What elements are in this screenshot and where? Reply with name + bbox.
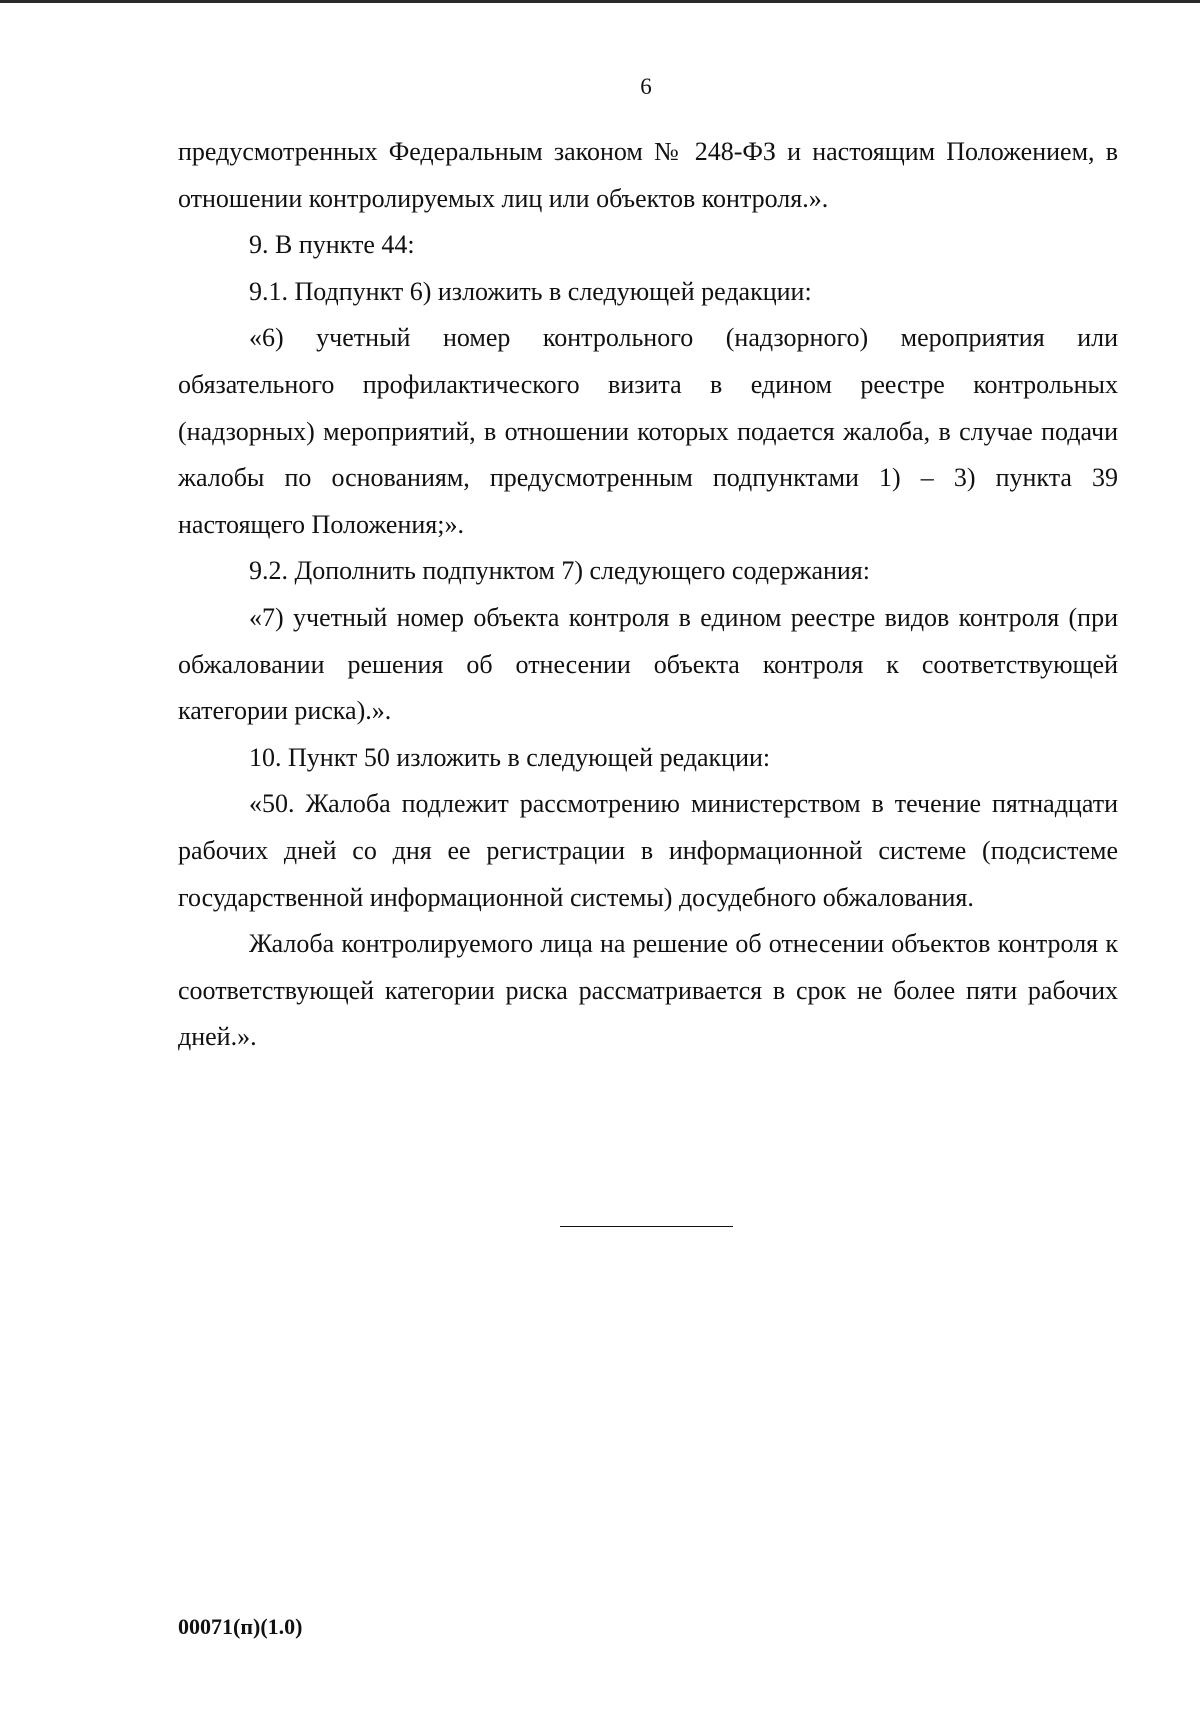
paragraph-item-10: 10. Пункт 50 изложить в следующей редакции:	[249, 742, 771, 772]
paragraph-continuation: предусмотренных Федеральным законом № 248-ФЗ и настоящим Положением, в отношении контролируемых лиц или объектов контроля.».	[178, 137, 1118, 213]
paragraph-item-9: 9. В пункте 44:	[249, 230, 415, 260]
paragraph-subitem-6-text: «6) учетный номер контрольного (надзорного) мероприятия или обязательного профилактического визита в едином реестре контрольных (надзорных) мероприятий, в отношении которых подается жалоба, в случае подачи жалобы по основаниям, предусмотренным подпунктами 1) – 3) пункта 39 настоящего Положения;».	[178, 323, 1118, 539]
document-body	[178, 129, 1118, 1061]
page-number: 6	[640, 74, 652, 99]
paragraph-item-9-2: 9.2. Дополнить подпунктом 7) следующего содержания:	[249, 556, 870, 586]
paragraph-item-9-1: 9.1. Подпункт 6) изложить в следующей редакции:	[249, 276, 812, 306]
paragraph-item-50-text: «50. Жалоба подлежит рассмотрению министерством в течение пятнадцати рабочих дней со дня ее регистрации в информационной системе (подсистеме государственной информационной системы) досудебного обжалования.	[178, 789, 1118, 912]
paragraph-item-50-second: Жалоба контролируемого лица на решение об отнесении объектов контроля к соответствующей категории риска рассматривается в срок не более пяти рабочих дней.».	[178, 929, 1118, 1052]
top-scan-edge	[0, 0, 1200, 3]
closing-separator-line	[560, 1226, 733, 1227]
document-code: 00071(п)(1.0)	[178, 1614, 303, 1639]
paragraph-subitem-7-text: «7) учетный номер объекта контроля в едином реестре видов контроля (при обжаловании решения об отнесении объекта контроля к соответствующей категории риска).».	[178, 602, 1118, 726]
